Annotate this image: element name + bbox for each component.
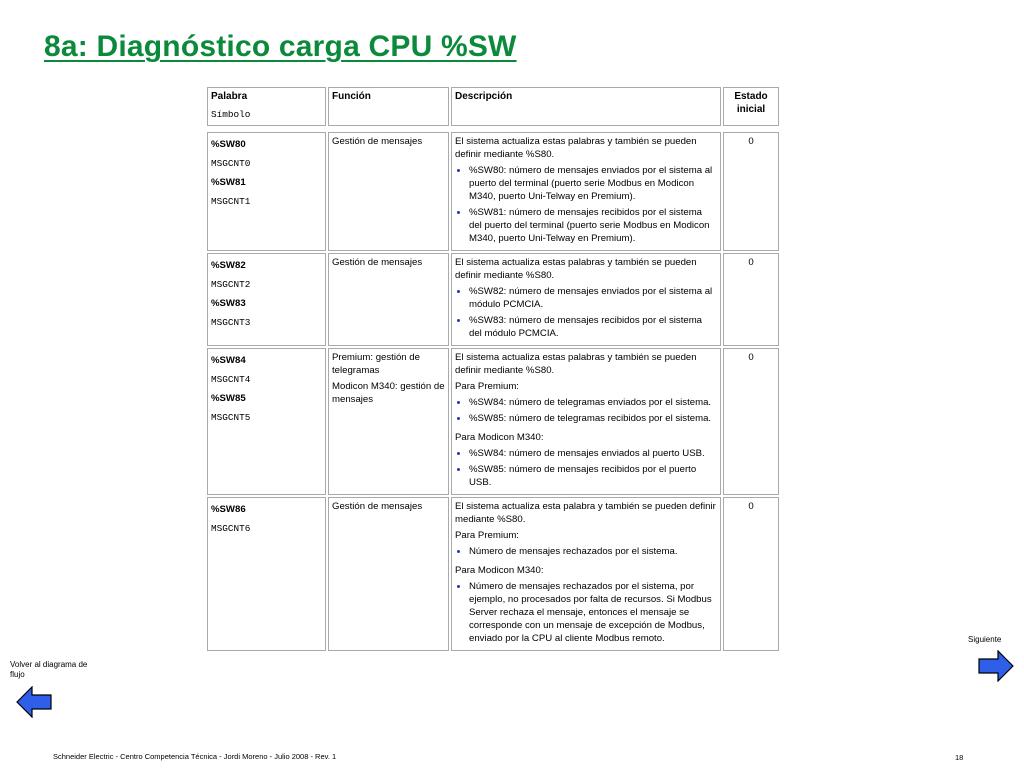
page-title: 8a: Diagnóstico carga CPU %SW <box>44 30 517 63</box>
descripcion-list <box>455 545 717 558</box>
sw-symbol: MSGCNT0 <box>211 158 251 169</box>
table-row <box>207 497 779 651</box>
sw-word: %SW83 <box>211 298 246 309</box>
list-item: • %SW84: número de telegramas enviados por el sistema. <box>469 396 717 409</box>
cell-descripcion <box>451 348 721 495</box>
next-arrow-icon[interactable] <box>978 650 1014 682</box>
descripcion-list <box>455 447 717 489</box>
header-simbolo-label: Símbolo <box>211 109 251 120</box>
cell-palabra <box>207 497 326 651</box>
table-row <box>207 348 779 495</box>
table-header-row <box>207 87 779 126</box>
page-number: 18 <box>955 753 964 762</box>
list-item: • %SW83: número de mensajes recibidos por el sistema del módulo PCMCIA. <box>469 314 717 340</box>
cell-funcion <box>328 253 449 346</box>
sw-word: %SW86 <box>211 504 246 515</box>
cell-estado: 0 <box>723 348 779 495</box>
sw-word: %SW84 <box>211 355 246 366</box>
cell-funcion <box>328 132 449 251</box>
descripcion-subheading: Para Premium: <box>455 381 519 392</box>
header-palabra-label: Palabra <box>211 91 248 102</box>
cell-estado: 0 <box>723 497 779 651</box>
sw-symbol: MSGCNT1 <box>211 196 251 207</box>
descripcion-list <box>455 164 717 245</box>
sw-word: %SW85 <box>211 393 246 404</box>
funcion-text: Premium: gestión de telegramas <box>332 352 420 376</box>
descripcion-intro: El sistema actualiza estas palabras y también se pueden definir mediante %S80. <box>455 352 697 376</box>
list-item: • %SW82: número de mensajes enviados por el sistema al módulo PCMCIA. <box>469 285 717 311</box>
funcion-text: Modicon M340: gestión de mensajes <box>332 381 445 405</box>
back-arrow-icon[interactable] <box>16 686 52 718</box>
list-item: • %SW84: número de mensajes enviados al puerto USB. <box>469 447 717 460</box>
descripcion-subheading: Para Modicon M340: <box>455 432 544 443</box>
sw-symbol: MSGCNT6 <box>211 523 251 534</box>
descripcion-intro: El sistema actualiza estas palabras y también se pueden definir mediante %S80. <box>455 257 697 281</box>
sw-symbol: MSGCNT3 <box>211 317 251 328</box>
back-label: Volver al diagrama de flujo <box>10 660 88 679</box>
funcion-text: Gestión de mensajes <box>332 501 423 512</box>
list-item: • Número de mensajes rechazados por el sistema, por ejemplo, no procesados por falta de recursos. Si Modbus Server rechaza el mensaje, entonces el mensaje se corresponde con un mensaje de excepción de Modbus, enviado por la CPU al cliente Modbus remoto. <box>469 580 717 645</box>
sw-symbol: MSGCNT2 <box>211 279 251 290</box>
cell-descripcion <box>451 497 721 651</box>
cell-descripcion <box>451 253 721 346</box>
funcion-text: Gestión de mensajes <box>332 257 423 268</box>
descripcion-list <box>455 396 717 425</box>
list-item: • Número de mensajes rechazados por el sistema. <box>469 545 717 558</box>
descripcion-list <box>455 285 717 340</box>
header-descripcion: Descripción <box>451 87 721 126</box>
list-item: • %SW81: número de mensajes recibidos por el sistema del puerto del terminal (puerto serie Modbus en Modicon M340, puerto Uni-Telway en Premium). <box>469 206 717 245</box>
descripcion-subheading: Para Premium: <box>455 530 519 541</box>
sw-word: %SW82 <box>211 260 246 271</box>
descripcion-list <box>455 580 717 645</box>
cell-palabra <box>207 132 326 251</box>
sw-word: %SW81 <box>211 177 246 188</box>
descripcion-intro: El sistema actualiza esta palabra y también se pueden definir mediante %S80. <box>455 501 716 525</box>
cell-descripcion <box>451 132 721 251</box>
descripcion-subheading: Para Modicon M340: <box>455 565 544 576</box>
cell-palabra <box>207 348 326 495</box>
cell-funcion <box>328 348 449 495</box>
cell-estado: 0 <box>723 132 779 251</box>
list-item: • %SW85: número de telegramas recibidos por el sistema. <box>469 412 717 425</box>
header-funcion: Función <box>328 87 449 126</box>
header-estado: Estado inicial <box>723 87 779 126</box>
sw-word: %SW80 <box>211 139 246 150</box>
funcion-text: Gestión de mensajes <box>332 136 423 147</box>
table-row <box>207 132 779 251</box>
list-item: • %SW85: número de mensajes recibidos por el puerto USB. <box>469 463 717 489</box>
sw-symbol: MSGCNT5 <box>211 412 251 423</box>
footer-text: Schneider Electric - Centro Competencia Técnica - Jordi Moreno - Julio 2008 - Rev. 1 <box>53 752 337 761</box>
header-palabra <box>207 87 326 126</box>
cell-funcion <box>328 497 449 651</box>
sw-symbol: MSGCNT4 <box>211 374 251 385</box>
descripcion-intro: El sistema actualiza estas palabras y también se pueden definir mediante %S80. <box>455 136 697 160</box>
cell-palabra <box>207 253 326 346</box>
list-item: • %SW80: número de mensajes enviados por el sistema al puerto del terminal (puerto serie Modbus en Modicon M340, puerto Uni-Telway en Premium). <box>469 164 717 203</box>
next-label: Siguiente <box>968 635 1002 644</box>
sw-table <box>205 85 768 653</box>
cell-estado: 0 <box>723 253 779 346</box>
table-row <box>207 253 779 346</box>
